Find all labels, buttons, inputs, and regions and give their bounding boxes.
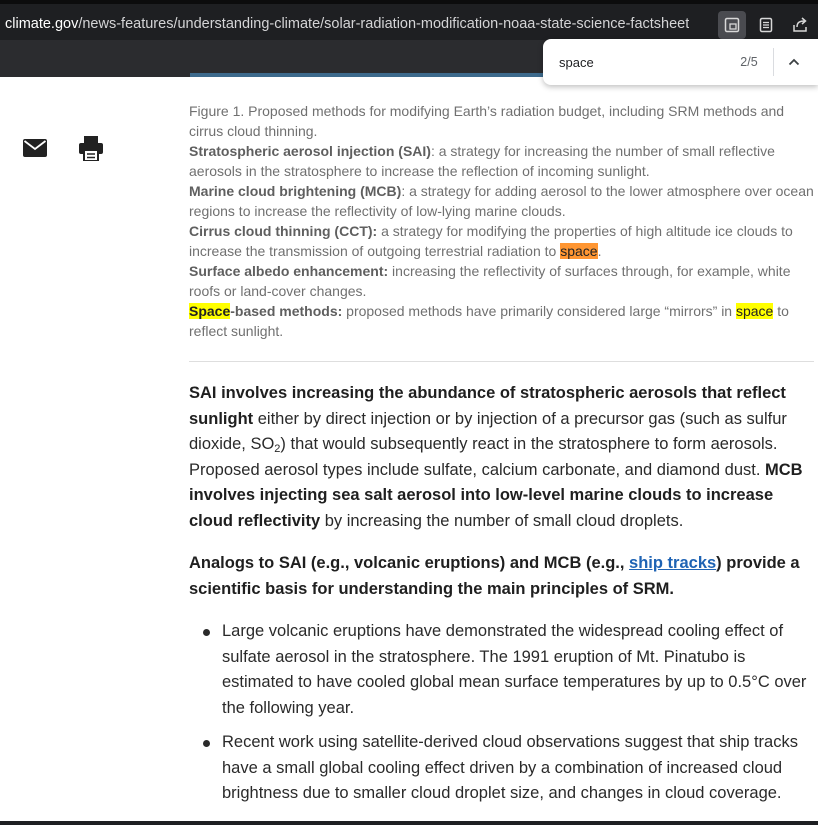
- url-text[interactable]: [0, 16, 689, 32]
- find-bar[interactable]: [543, 39, 818, 85]
- find-previous-button[interactable]: [774, 39, 814, 85]
- ship-tracks-link[interactable]: ship tracks: [629, 554, 717, 572]
- paragraph-analogs: Analogs to SAI (e.g., volcanic eruptions) and MCB (e.g., ship tracks) provide a scientific basis for understanding the main principles of SRM.: [189, 554, 800, 598]
- find-input[interactable]: space: [559, 54, 594, 70]
- article-body: [189, 381, 809, 816]
- caption-sae: Surface albedo enhancement: increasing the reflectivity of surfaces through, for example, white roofs or land-cover changes.: [189, 263, 791, 299]
- paragraph-sai-mcb: SAI involves increasing the abundance of stratospheric aerosols that reflect sunlight either by direct injection or by injection of a precursor gas (such as sulfur dioxide, $SO_2$) that would subsequently react in the stratosphere to form aerosols. Proposed aerosol types include sulfate, calcium carbonate, and diamond dust. MCB involves injecting sea salt aerosol into low-level marine clouds to increase cloud reflectivity by increasing the number of small cloud droplets.: [189, 384, 803, 530]
- find-match: space: [735, 303, 774, 319]
- reader-view-button[interactable]: [718, 11, 746, 39]
- list-item: Recent work using satellite-derived cloud observations suggest that ship tracks have a small global cooling effect driven by a combination of increased cloud brightness due to smaller cloud droplet size, and changes in cloud coverage.: [189, 730, 809, 807]
- caption-sai: Stratospheric aerosol injection (SAI): a strategy for increasing the number of small reflective aerosols in the stratosphere to increase the reflection of incoming sunlight.: [189, 143, 775, 179]
- reader-view-icon: [723, 16, 741, 34]
- bullet-list: [189, 619, 809, 807]
- window-bottom-edge: [0, 821, 818, 825]
- find-match: Space: [189, 303, 231, 319]
- email-icon: [23, 138, 47, 158]
- email-share-button[interactable]: [23, 138, 47, 163]
- caption-space: Space-based methods: proposed methods have primarily considered large “mirrors” in space to reflect sunlight.: [189, 303, 789, 339]
- url-domain: climate.gov: [5, 16, 79, 32]
- share-icon: [791, 16, 809, 34]
- page-button[interactable]: [752, 11, 780, 39]
- figure-image-edge: [190, 73, 580, 77]
- browser-url-bar[interactable]: [0, 0, 818, 44]
- section-divider: [189, 361, 814, 362]
- caption-figure: Figure 1. Proposed methods for modifying Earth’s radiation budget, including SRM methods and cirrus cloud thinning.: [189, 103, 785, 139]
- caption-mcb: Marine cloud brightening (MCB): a strategy for adding aerosol to the lower atmosphere over ocean regions to increase the reflectivity of low-lying marine clouds.: [189, 183, 814, 219]
- page-icon: [757, 16, 775, 34]
- print-button[interactable]: [79, 136, 103, 166]
- url-path: /news-features/understanding-climate/solar-radiation-modification-noaa-state-science-factsheet: [78, 16, 690, 32]
- print-icon: [79, 136, 103, 161]
- find-match-count: 2/5: [740, 55, 758, 69]
- figure-caption: [189, 101, 814, 341]
- chevron-up-icon: [787, 55, 801, 69]
- share-button[interactable]: [786, 11, 814, 39]
- list-item: Large volcanic eruptions have demonstrated the widespread cooling effect of sulfate aerosol in the stratosphere. The 1991 eruption of Mt. Pinatubo is estimated to have cooled global mean surface temperatures by up to 0.5°C over the following year.: [189, 619, 809, 721]
- caption-cct: Cirrus cloud thinning (CCT): a strategy for modifying the properties of high altitude ice clouds to increase the transmission of outgoing terrestrial radiation to space.: [189, 223, 793, 259]
- url-actions: [718, 11, 814, 39]
- find-match-active: space: [560, 243, 598, 259]
